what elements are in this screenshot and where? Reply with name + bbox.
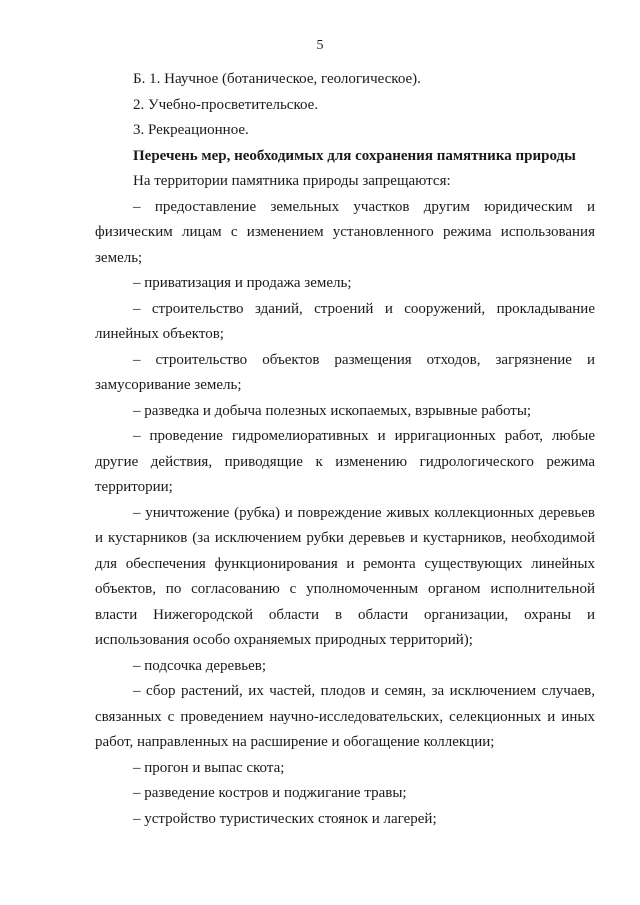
section-heading: Перечень мер, необходимых для сохранения памятника природы	[133, 147, 576, 164]
prohibition-item: – сбор растений, их частей, плодов и семян, за исключением случаев, связанных с проведением научно-исследовательских, селекционных и иных работ, направленных на расширение и обогащение коллекции;	[95, 683, 595, 750]
prohibition-item: – строительство объектов размещения отходов, загрязнение и замусоривание земель;	[95, 351, 595, 393]
document-body	[95, 67, 595, 832]
prohibition-item: – уничтожение (рубка) и повреждение живых коллекционных деревьев и кустарников (за исключением рубки деревьев и кустарников, необходимой для обеспечения функционирования и ремонта существующих линейных объектов, по согласованию с уполномоченным органом исполнительной власти Нижегородской области в области организации, охраны и использования особо охраняемых природных территорий);	[95, 504, 595, 648]
prohibition-item: – разведение костров и поджигание травы;	[133, 785, 407, 801]
prohibition-item: – разведка и добыча полезных ископаемых, взрывные работы;	[133, 402, 532, 419]
prohibition-item: – приватизация и продажа земель;	[133, 275, 352, 291]
prohibition-item: – проведение гидромелиоративных и ирригационных работ, любые другие действия, приводящие к изменению гидрологического режима территории;	[95, 428, 595, 495]
list-item-recreational: 3. Рекреационное.	[133, 122, 249, 138]
prohibition-item: – предоставление земельных участков другим юридическим и физическим лицам с изменением установленного режима использования земель;	[95, 198, 595, 266]
list-item-educational: 2. Учебно-просветительское.	[133, 96, 319, 113]
list-item-scientific: Б. 1. Научное (ботаническое, геологическое).	[133, 71, 421, 87]
intro-text: На территории памятника природы запрещаются:	[133, 173, 451, 189]
prohibition-item: – устройство туристических стоянок и лагерей;	[133, 810, 437, 827]
prohibition-item: – прогон и выпас скота;	[133, 759, 285, 776]
prohibition-item: – строительство зданий, строений и сооружений, прокладывание линейных объектов;	[95, 300, 595, 342]
page-number: 5	[316, 38, 324, 53]
prohibition-item: – подсочка деревьев;	[133, 657, 267, 674]
